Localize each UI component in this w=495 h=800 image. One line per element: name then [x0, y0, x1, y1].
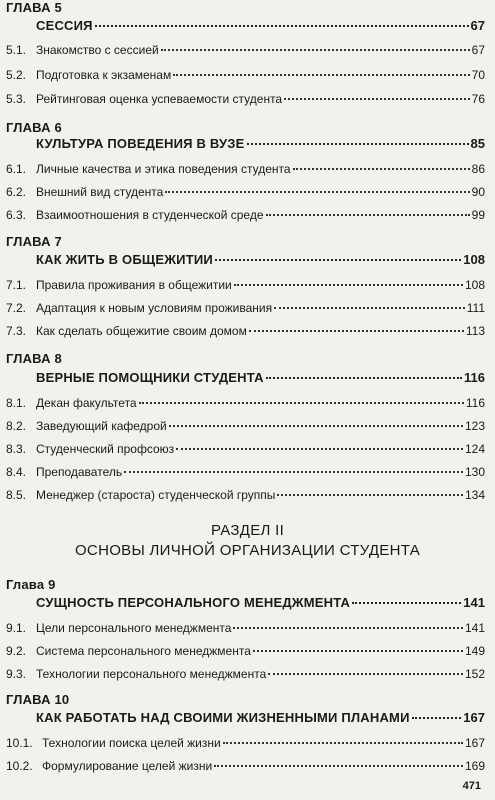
entry-page: 111: [466, 301, 485, 315]
entry-number: 5.3.: [6, 92, 27, 106]
entry-text: Личные качества и этика поведения студента: [36, 162, 291, 176]
entry-text: Внешний вид студента: [36, 185, 164, 199]
section-label: РАЗДЕЛ II: [210, 522, 285, 539]
entry-number: 5.2.: [6, 68, 27, 82]
entry-text: Как сделать общежитие своим домом: [36, 324, 247, 338]
entry-text: Знакомство с сессией: [36, 43, 159, 57]
entry-number: 5.1.: [6, 43, 27, 57]
entry-page: 108: [464, 278, 485, 292]
chapter-label: ГЛАВА 7: [6, 234, 62, 249]
chapter-page: 108: [463, 252, 485, 267]
entry-text: Подготовка к экзаменам: [36, 68, 172, 82]
chapter-title-row: [0, 251, 495, 269]
chapter-label: ГЛАВА 5: [6, 0, 62, 15]
entry-number: 8.4.: [6, 465, 27, 479]
entry-text: Заведующий кафедрой: [36, 419, 167, 433]
toc-entry: [0, 665, 495, 683]
entry-text: Преподаватель: [36, 465, 123, 479]
toc-entry: [0, 642, 495, 660]
entry-number: 7.1.: [6, 278, 27, 292]
dot-leader: [266, 377, 462, 379]
entry-page: 70: [471, 68, 485, 82]
entry-number: 8.2.: [6, 419, 27, 433]
chapter-page: 141: [463, 595, 485, 610]
dot-leader: [161, 49, 470, 51]
toc-entry: [0, 299, 495, 317]
entry-number: 7.2.: [6, 301, 27, 315]
entry-text: Взаимоотношения в студенческой среде: [36, 208, 264, 222]
entry-text: Рейтинговая оценка успеваемости студента: [36, 92, 283, 106]
toc-entry: [0, 440, 495, 458]
dot-leader: [95, 25, 469, 27]
dot-leader: [247, 143, 469, 145]
entry-text: Декан факультета: [36, 396, 137, 410]
toc-entry: [0, 322, 495, 340]
dot-leader: [284, 98, 470, 100]
dot-leader: [352, 602, 461, 604]
dot-leader: [412, 717, 462, 719]
dot-leader: [169, 425, 463, 427]
entry-page: 99: [471, 208, 485, 222]
chapter-page: 116: [464, 370, 485, 385]
chapter-title: СЕССИЯ: [36, 18, 93, 33]
entry-page: 167: [464, 736, 485, 750]
entry-text: Система персонального менеджмента: [36, 644, 251, 658]
page-number: 471: [462, 780, 481, 792]
dot-leader: [234, 284, 463, 286]
chapter-title-row: [0, 135, 495, 153]
toc-entry: [0, 619, 495, 637]
dot-leader: [293, 168, 470, 170]
chapter-title-row: [0, 709, 495, 727]
entry-text: Адаптация к новым условиям проживания: [36, 301, 273, 315]
entry-page: 134: [464, 488, 485, 502]
entry-number: 8.3.: [6, 442, 27, 456]
chapter-title: КАК РАБОТАТЬ НАД СВОИМИ ЖИЗНЕННЫМИ ПЛАНАМИ: [36, 710, 410, 725]
entry-text: Технологии персонального менеджмента: [36, 667, 267, 681]
toc-entry: [0, 757, 495, 775]
dot-leader: [277, 494, 463, 496]
dot-leader: [139, 402, 464, 404]
chapter-label: ГЛАВА 6: [6, 120, 62, 135]
dot-leader: [274, 307, 465, 309]
chapter-label: Глава 9: [6, 577, 56, 592]
entry-text: Правила проживания в общежитии: [36, 278, 232, 292]
entry-text: Менеджер (староста) студенческой группы: [36, 488, 276, 502]
entry-text: Студенческий профсоюз: [36, 442, 175, 456]
entry-number: 9.1.: [6, 621, 27, 635]
dot-leader: [266, 214, 470, 216]
chapter-title-row: [0, 369, 495, 387]
toc-entry: [0, 394, 495, 412]
entry-page: 76: [471, 92, 485, 106]
entry-number: 9.3.: [6, 667, 27, 681]
entry-text: Цели персонального менеджмента: [36, 621, 232, 635]
chapter-title: ВЕРНЫЕ ПОМОЩНИКИ СТУДЕНТА: [36, 370, 264, 385]
toc-entry: [0, 417, 495, 435]
entry-number: 10.2.: [6, 759, 33, 773]
toc-entry: [0, 41, 495, 59]
entry-page: 86: [471, 162, 485, 176]
chapter-title: КАК ЖИТЬ В ОБЩЕЖИТИИ: [36, 252, 213, 267]
entry-page: 152: [464, 667, 485, 681]
toc-entry: [0, 463, 495, 481]
dot-leader: [214, 765, 463, 767]
entry-page: 90: [471, 185, 485, 199]
chapter-label: ГЛАВА 10: [6, 692, 70, 707]
chapter-title-row: [0, 594, 495, 612]
dot-leader: [233, 627, 463, 629]
entry-number: 7.3.: [6, 324, 27, 338]
dot-leader: [253, 650, 463, 652]
chapter-label: ГЛАВА 8: [6, 351, 62, 366]
entry-text: Формулирование целей жизни: [42, 759, 213, 773]
toc-entry: [0, 486, 495, 504]
chapter-title-row: [0, 17, 495, 35]
chapter-page: 85: [470, 136, 485, 151]
dot-leader: [173, 74, 469, 76]
toc-entry: [0, 160, 495, 178]
entry-page: 141: [464, 621, 485, 635]
entry-page: 149: [464, 644, 485, 658]
dot-leader: [223, 742, 463, 744]
entry-number: 8.5.: [6, 488, 27, 502]
entry-page: 67: [471, 43, 485, 57]
toc-entry: [0, 66, 495, 84]
entry-page: 124: [464, 442, 485, 456]
dot-leader: [124, 471, 463, 473]
toc-entry: [0, 734, 495, 752]
entry-page: 169: [464, 759, 485, 773]
chapter-page: 67: [470, 18, 485, 33]
chapter-title: СУЩНОСТЬ ПЕРСОНАЛЬНОГО МЕНЕДЖМЕНТА: [36, 595, 351, 610]
entry-number: 8.1.: [6, 396, 27, 410]
section-title: ОСНОВЫ ЛИЧНОЙ ОРГАНИЗАЦИИ СТУДЕНТА: [74, 542, 421, 559]
entry-number: 10.1.: [6, 736, 33, 750]
entry-page: 116: [465, 396, 485, 410]
entry-page: 113: [465, 324, 485, 338]
dot-leader: [215, 259, 461, 261]
entry-number: 6.1.: [6, 162, 27, 176]
toc-entry: [0, 90, 495, 108]
chapter-title: КУЛЬТУРА ПОВЕДЕНИЯ В ВУЗЕ: [36, 136, 245, 151]
entry-number: 6.3.: [6, 208, 27, 222]
dot-leader: [268, 673, 463, 675]
toc-entry: [0, 183, 495, 201]
dot-leader: [176, 448, 463, 450]
toc-entry: [0, 206, 495, 224]
entry-page: 130: [464, 465, 485, 479]
entry-text: Технологии поиска целей жизни: [42, 736, 221, 750]
dot-leader: [249, 330, 464, 332]
chapter-page: 167: [463, 710, 485, 725]
entry-number: 9.2.: [6, 644, 27, 658]
entry-number: 6.2.: [6, 185, 27, 199]
toc-entry: [0, 276, 495, 294]
entry-page: 123: [464, 419, 485, 433]
dot-leader: [165, 191, 469, 193]
